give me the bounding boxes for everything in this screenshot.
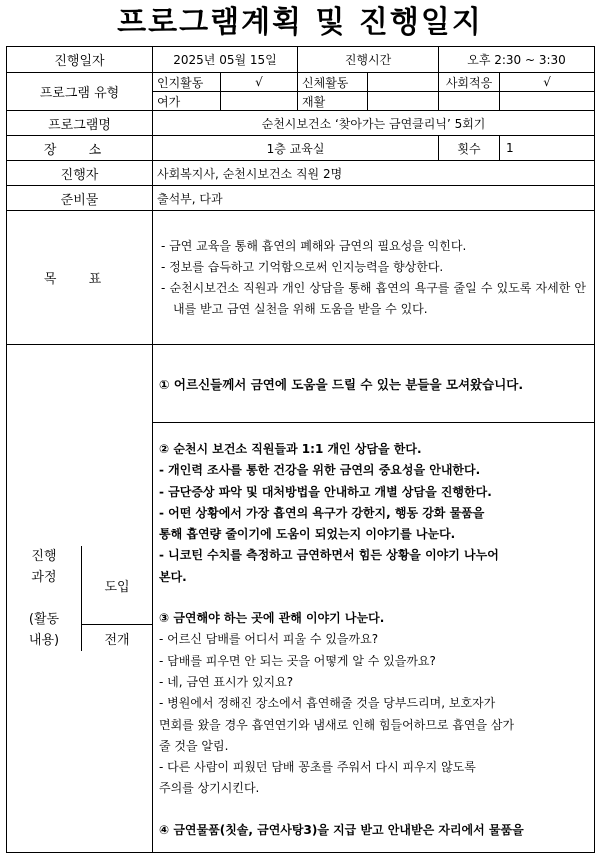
prep-value: 출석부, 다과 (153, 186, 595, 211)
process-label-line: 내용) (28, 633, 60, 648)
dev-line: - 다른 사람이 피웠던 담배 꽁초를 주워서 다시 피우지 않도록 (159, 760, 476, 775)
dev-line: - 병원에서 정해진 장소에서 흡연해줄 것을 당부드리며, 보호자가 (159, 696, 496, 711)
process-label-line: 진행 (31, 549, 57, 564)
process-label-cell (7, 345, 153, 853)
dev-line: 줄 것을 알림. (159, 738, 229, 753)
dev-label: 전개 (104, 632, 130, 648)
dev-line: - 금단증상 파악 및 대처방법을 안내하고 개별 상담을 진행한다. (159, 484, 492, 499)
row-date-time (7, 47, 595, 73)
dev-line: - 네, 금연 표시가 있지요? (159, 674, 294, 689)
type-mark-rehab (368, 92, 439, 111)
place-label: 장 소 (7, 136, 153, 161)
document-title: 프로그램계획 및 진행일지 (117, 5, 483, 40)
dev-line: 통해 흡연량 줄이기에 도움이 되었는지 이야기를 나눈다. (159, 527, 456, 542)
row-goals (7, 211, 595, 345)
count-label: 횟수 (439, 136, 500, 161)
goals-label: 목 표 (7, 211, 153, 345)
type-name-physical: 신체활동 (298, 73, 368, 92)
goal-item: - 정보를 습득하고 기억함으로써 인지능력을 향상한다. (161, 259, 444, 274)
dev-line: - 개인력 조사를 통한 건강을 위한 금연의 중요성을 안내한다. (159, 463, 481, 478)
dev-line: - 어떤 상황에서 가장 흡연의 욕구가 강한지, 행동 강화 물품을 (159, 505, 485, 520)
type-mark-cognitive: √ (221, 73, 298, 92)
type-mark-physical (368, 73, 439, 92)
type-mark-social: √ (500, 73, 595, 92)
type-empty-cell (439, 92, 500, 111)
dev-line: 본다. (159, 569, 187, 584)
type-name-leisure: 여가 (153, 92, 221, 111)
dev-content (153, 423, 595, 853)
row-host (7, 161, 595, 186)
row-program-name (7, 111, 595, 136)
process-label-line: 과정 (31, 570, 57, 585)
program-name-value: 순천시보건소 ‘찾아가는 금연클리닉’ 5회기 (153, 111, 595, 136)
host-value: 사회복지사, 순천시보건소 직원 2명 (153, 161, 595, 186)
type-label: 프로그램 유형 (7, 73, 153, 111)
dev-line: 면회를 왔을 경우 흡연연기와 냄새로 인해 힘들어하므로 흡연을 삼가 (159, 717, 515, 732)
goal-item: - 순천시보건소 직원과 개인 상담을 통해 흡연의 욕구를 줄일 수 있도록 자세한 안내를 받고 금연 실천을 위해 도움을 받을 수 있다. (161, 280, 587, 316)
program-name-label: 프로그램명 (7, 111, 153, 136)
type-name-social: 사회적응 (439, 73, 500, 92)
dev-line: - 어르신 담배를 어디서 피울 수 있을까요? (159, 632, 379, 647)
dev-line: ④ 금연물품(칫솔, 금연사탕3)을 지급 받고 안내받은 자리에서 물품을 (159, 822, 524, 837)
type-name-cognitive: 인지활동 (153, 73, 221, 92)
intro-label: 도입 (82, 546, 152, 625)
program-log-table (6, 46, 595, 853)
date-value: 2025년 05월 15일 (153, 47, 298, 73)
dev-line: ② 순천시 보건소 직원들과 1:1 개인 상담을 한다. (159, 442, 422, 456)
dev-line: 주의를 상기시킨다. (159, 781, 260, 796)
type-mark-leisure (221, 92, 298, 111)
goal-item: - 금연 교육을 통해 흡연의 폐해와 금연의 필요성을 익힌다. (161, 238, 467, 253)
process-label (7, 546, 82, 651)
row-place-count (7, 136, 595, 161)
intro-text: ① 어르신들께서 금연에 도움을 드릴 수 있는 분들을 모셔왔습니다. (153, 345, 595, 423)
process-label-line: (활동 (28, 612, 60, 627)
row-type-1 (7, 73, 595, 92)
dev-line: - 니코틴 수치를 측정하고 금연하면서 힘든 상황을 이야기 나누어 (159, 548, 499, 563)
place-value: 1층 교육실 (153, 136, 439, 161)
count-value: 1 (500, 136, 595, 161)
goals-content (153, 211, 595, 345)
date-label: 진행일자 (7, 47, 153, 73)
host-label: 진행자 (7, 161, 153, 186)
type-name-rehab: 재활 (298, 92, 368, 111)
type-empty-cell (500, 92, 595, 111)
time-value: 오후 2:30 ~ 3:30 (439, 47, 595, 73)
dev-line: - 담배를 피우면 안 되는 곳을 어떻게 알 수 있을까요? (159, 653, 436, 668)
time-label: 진행시간 (298, 47, 439, 73)
prep-label: 준비물 (7, 186, 153, 211)
row-process-intro (7, 345, 595, 423)
dev-line: ③ 금연해야 하는 곳에 관해 이야기 나눈다. (159, 611, 385, 626)
row-prep (7, 186, 595, 211)
